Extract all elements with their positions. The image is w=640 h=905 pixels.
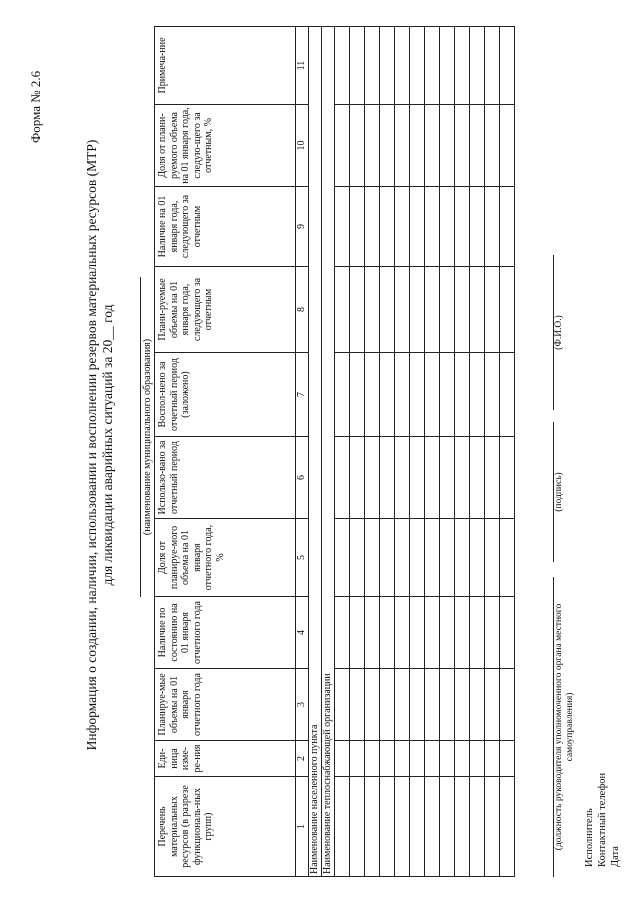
table-cell bbox=[365, 105, 380, 187]
table-cell bbox=[425, 105, 440, 187]
table-cell bbox=[455, 105, 470, 187]
table-cell bbox=[395, 437, 410, 519]
table-cell bbox=[440, 437, 455, 519]
column-number: 4 bbox=[296, 597, 309, 669]
header-row bbox=[155, 27, 296, 877]
table-cell bbox=[455, 597, 470, 669]
table-cell bbox=[470, 187, 485, 267]
table-cell bbox=[365, 741, 380, 777]
column-number: 10 bbox=[296, 105, 309, 187]
table-cell bbox=[500, 267, 515, 353]
table-cell bbox=[350, 267, 365, 353]
table-cell bbox=[380, 777, 395, 877]
organization-row-label: Наименование теплоснабжающей организации bbox=[322, 27, 335, 877]
table-row bbox=[425, 27, 440, 877]
table-cell bbox=[455, 353, 470, 437]
table-cell bbox=[350, 669, 365, 741]
table-cell bbox=[410, 597, 425, 669]
table-cell bbox=[485, 777, 500, 877]
table-cell bbox=[470, 27, 485, 105]
table-cell bbox=[365, 437, 380, 519]
organization-row bbox=[322, 27, 335, 877]
table-cell bbox=[410, 27, 425, 105]
table-cell bbox=[485, 267, 500, 353]
column-number: 2 bbox=[296, 741, 309, 777]
table-cell bbox=[425, 669, 440, 741]
table-cell bbox=[455, 27, 470, 105]
table-row bbox=[500, 27, 515, 877]
table-cell bbox=[395, 669, 410, 741]
table-cell bbox=[365, 597, 380, 669]
table-cell bbox=[470, 353, 485, 437]
table-cell bbox=[425, 777, 440, 877]
header-cell: Наличие на 01 января года, следующего за отчетным bbox=[155, 187, 296, 267]
table-cell bbox=[395, 187, 410, 267]
table-cell bbox=[485, 597, 500, 669]
table-cell bbox=[350, 27, 365, 105]
table-cell bbox=[410, 741, 425, 777]
table-cell bbox=[455, 669, 470, 741]
header-cell: Еди-ница изме-ре-ния bbox=[155, 741, 296, 777]
table-cell bbox=[440, 519, 455, 597]
table-cell bbox=[425, 437, 440, 519]
form-number: Форма № 2.6 bbox=[28, 70, 43, 143]
table-cell bbox=[485, 27, 500, 105]
table-cell bbox=[365, 669, 380, 741]
resources-table bbox=[154, 26, 515, 877]
table-cell bbox=[485, 519, 500, 597]
table-cell bbox=[410, 187, 425, 267]
empty-rows bbox=[335, 27, 515, 877]
table-cell bbox=[440, 353, 455, 437]
table-cell bbox=[470, 437, 485, 519]
column-number: 11 bbox=[296, 27, 309, 105]
table-row bbox=[455, 27, 470, 877]
table-cell bbox=[500, 741, 515, 777]
table-cell bbox=[335, 27, 350, 105]
table-cell bbox=[455, 519, 470, 597]
table-cell bbox=[440, 669, 455, 741]
table-cell bbox=[335, 519, 350, 597]
phone-label: Контактный телефон bbox=[597, 772, 608, 867]
table-row bbox=[335, 27, 350, 877]
table-cell bbox=[500, 597, 515, 669]
table-cell bbox=[380, 669, 395, 741]
table-cell bbox=[470, 105, 485, 187]
header-cell: Доля от планируе-мого объема на 01 января отчетного года, % bbox=[155, 519, 296, 597]
form-title-line-2: для ликвидации аварийных ситуаций за 20__ год bbox=[100, 304, 115, 586]
table-cell bbox=[500, 105, 515, 187]
table-cell bbox=[335, 353, 350, 437]
table-cell bbox=[455, 187, 470, 267]
table-cell bbox=[410, 267, 425, 353]
table-row bbox=[440, 27, 455, 877]
table-cell bbox=[425, 353, 440, 437]
header-cell: Планируе-мые объемы на 01 января отчетного года bbox=[155, 669, 296, 741]
table-cell bbox=[485, 353, 500, 437]
header-cell: Примеча-ние bbox=[155, 27, 296, 105]
table-cell bbox=[335, 105, 350, 187]
table-row bbox=[485, 27, 500, 877]
locality-row-label: Наименование населенного пункта bbox=[309, 27, 322, 877]
column-number: 7 bbox=[296, 353, 309, 437]
header-cell: Плани-руемые объемы на 01 января года, следующего за отчетным bbox=[155, 267, 296, 353]
table-cell bbox=[470, 741, 485, 777]
table-cell bbox=[410, 519, 425, 597]
table-cell bbox=[410, 105, 425, 187]
table-row bbox=[395, 27, 410, 877]
table-cell bbox=[395, 519, 410, 597]
table-cell bbox=[350, 187, 365, 267]
table-cell bbox=[380, 105, 395, 187]
table-cell bbox=[335, 187, 350, 267]
table-cell bbox=[440, 187, 455, 267]
table-cell bbox=[395, 27, 410, 105]
table-cell bbox=[440, 597, 455, 669]
table-cell bbox=[425, 267, 440, 353]
signature-caption: (подпись) bbox=[554, 472, 564, 512]
table-cell bbox=[410, 353, 425, 437]
table-row bbox=[365, 27, 380, 877]
table-cell bbox=[380, 741, 395, 777]
table-cell bbox=[440, 27, 455, 105]
table-cell bbox=[365, 27, 380, 105]
table-cell bbox=[410, 777, 425, 877]
table-cell bbox=[365, 187, 380, 267]
table-cell bbox=[335, 741, 350, 777]
table-cell bbox=[455, 267, 470, 353]
table-cell bbox=[350, 437, 365, 519]
table-cell bbox=[335, 437, 350, 519]
table-cell bbox=[365, 267, 380, 353]
table-cell bbox=[455, 741, 470, 777]
table-cell bbox=[500, 187, 515, 267]
column-number: 6 bbox=[296, 437, 309, 519]
table-cell bbox=[350, 597, 365, 669]
table-cell bbox=[470, 597, 485, 669]
table-cell bbox=[485, 669, 500, 741]
table-cell bbox=[395, 267, 410, 353]
column-number: 8 bbox=[296, 267, 309, 353]
form-title-line-1: Информация о создании, наличии, использовании и восполнении резервов материальных ресурсов (МТР) bbox=[84, 139, 99, 751]
header-cell: Перечень материальных ресурсов (в разрезе функциональ-ных групп) bbox=[155, 777, 296, 877]
table-cell bbox=[380, 27, 395, 105]
table-cell bbox=[425, 27, 440, 105]
table-cell bbox=[440, 267, 455, 353]
table-cell bbox=[410, 669, 425, 741]
table-cell bbox=[380, 519, 395, 597]
table-cell bbox=[380, 267, 395, 353]
position-caption: (должность руководителя уполномоченного органа местного самоуправления) bbox=[554, 603, 575, 851]
table-row bbox=[410, 27, 425, 877]
table-cell bbox=[335, 267, 350, 353]
table-cell bbox=[395, 741, 410, 777]
table-cell bbox=[470, 777, 485, 877]
table-cell bbox=[365, 353, 380, 437]
table-cell bbox=[485, 741, 500, 777]
table-cell bbox=[380, 187, 395, 267]
table-cell bbox=[485, 437, 500, 519]
table-cell bbox=[500, 437, 515, 519]
table-cell bbox=[380, 597, 395, 669]
table-cell bbox=[335, 597, 350, 669]
column-number: 3 bbox=[296, 669, 309, 741]
header-cell: Использо-вано за отчетный период bbox=[155, 437, 296, 519]
table-cell bbox=[365, 519, 380, 597]
table-cell bbox=[425, 187, 440, 267]
table-cell bbox=[365, 777, 380, 877]
table-cell bbox=[425, 597, 440, 669]
table-row bbox=[380, 27, 395, 877]
table-cell bbox=[425, 741, 440, 777]
table-cell bbox=[350, 777, 365, 877]
table-cell bbox=[500, 353, 515, 437]
header-cell: Доля от плани-руемого объема на 01 января года, следую-щего за отчетным, % bbox=[155, 105, 296, 187]
municipality-line bbox=[140, 277, 141, 597]
table-cell bbox=[395, 777, 410, 877]
table-cell bbox=[395, 105, 410, 187]
table-cell bbox=[455, 777, 470, 877]
table-cell bbox=[440, 777, 455, 877]
column-number-row bbox=[296, 27, 309, 877]
table-cell bbox=[500, 777, 515, 877]
table-cell bbox=[485, 187, 500, 267]
table-cell bbox=[380, 437, 395, 519]
table-cell bbox=[350, 519, 365, 597]
executor-label: Исполнитель bbox=[584, 808, 595, 867]
name-caption: (Ф.И.О.) bbox=[554, 315, 564, 350]
table-cell bbox=[410, 437, 425, 519]
table-cell bbox=[485, 105, 500, 187]
table-cell bbox=[470, 519, 485, 597]
table-cell bbox=[395, 597, 410, 669]
table-cell bbox=[335, 669, 350, 741]
municipality-caption: (наименование муниципального образования) bbox=[142, 338, 153, 536]
column-number: 1 bbox=[296, 777, 309, 877]
locality-row bbox=[309, 27, 322, 877]
table-cell bbox=[350, 105, 365, 187]
table-cell bbox=[350, 353, 365, 437]
column-number: 9 bbox=[296, 187, 309, 267]
table-row bbox=[470, 27, 485, 877]
column-number: 5 bbox=[296, 519, 309, 597]
table-cell bbox=[335, 777, 350, 877]
date-label: Дата bbox=[610, 846, 621, 867]
table-cell bbox=[470, 669, 485, 741]
table-cell bbox=[380, 353, 395, 437]
header-cell: Наличие по состоянию на 01 января отчетного года bbox=[155, 597, 296, 669]
table-cell bbox=[500, 669, 515, 741]
table-cell bbox=[500, 27, 515, 105]
table-cell bbox=[440, 105, 455, 187]
table-cell bbox=[350, 741, 365, 777]
table-cell bbox=[395, 353, 410, 437]
table-cell bbox=[455, 437, 470, 519]
table-cell bbox=[440, 741, 455, 777]
table-cell bbox=[500, 519, 515, 597]
table-row bbox=[350, 27, 365, 877]
header-cell: Воспол-нено за отчетный период (заложено) bbox=[155, 353, 296, 437]
table-cell bbox=[470, 267, 485, 353]
table-cell bbox=[425, 519, 440, 597]
